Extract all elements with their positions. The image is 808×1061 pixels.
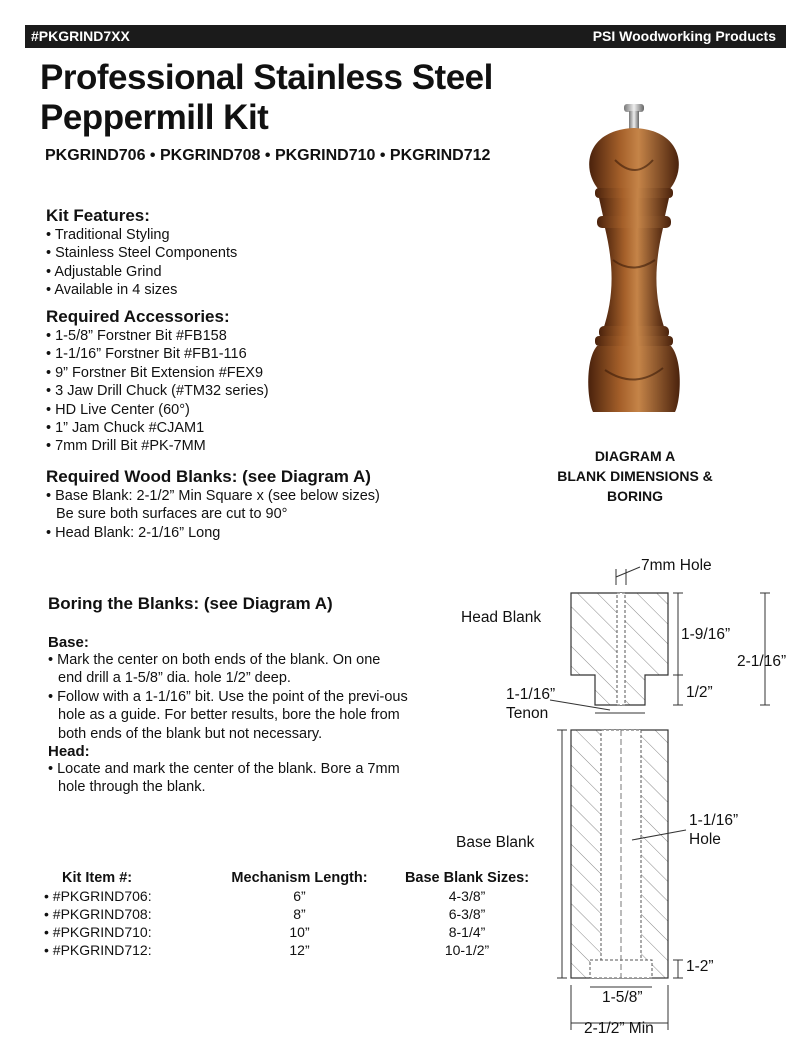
head-subheading: Head:	[48, 743, 90, 761]
features-heading: Kit Features:	[46, 206, 150, 225]
table-row: • #PKGRIND710: 10” 8-1/4”	[44, 924, 486, 940]
hole-label: Hole	[689, 831, 721, 848]
table-row: • #PKGRIND712: 12” 10-1/2”	[44, 942, 490, 958]
peppermill-image	[575, 100, 695, 418]
hole-dim-label: 1-1/16”	[689, 812, 739, 829]
blanks-heading: Required Wood Blanks: (see Diagram A)	[46, 467, 371, 486]
list-item: • Follow with a 1-1/16” bit. Use the point of the previ-ous hole as a guide. For better results, bore the hole from both ends of the blank but not necessary.	[58, 688, 408, 743]
list-item: • 1-1/16” Forstner Bit #FB1-116	[46, 345, 269, 363]
features-list	[46, 226, 237, 300]
list-item: • Adjustable Grind	[46, 263, 237, 281]
base-subheading: Base:	[48, 634, 89, 651]
col-header-blank: Base Blank Sizes:	[404, 870, 530, 886]
list-item: • Available in 4 sizes	[46, 281, 237, 299]
list-item: • 3 Jaw Drill Chuck (#TM32 series)	[46, 382, 269, 400]
list-item: • Stainless Steel Components	[46, 244, 237, 262]
tenon-label: Tenon	[506, 705, 549, 722]
dim-1-2b: 1-2”	[686, 958, 714, 975]
blanks-section	[46, 467, 380, 542]
list-item: • Mark the center on both ends of the blank. On one end drill a 1-5/8” dia. hole 1/2” deep.	[58, 651, 408, 688]
accessories-list	[46, 327, 269, 456]
accessories-section	[46, 307, 269, 456]
features-section	[46, 206, 237, 300]
accessories-heading: Required Accessories:	[46, 307, 230, 326]
dim-2-1-2-min: 2-1/2” Min	[584, 1020, 654, 1037]
diagram-a	[440, 555, 800, 1050]
tenon-dim-label: 1-1/16”	[506, 686, 556, 703]
base-blank-line: • Base Blank: 2-1/2” Min Square x (see below sizes)	[46, 488, 380, 504]
base-steps	[48, 651, 408, 743]
list-item: • 9” Forstner Bit Extension #FEX9	[46, 364, 269, 382]
base-blank-label: Base Blank	[456, 834, 535, 851]
list-item: • 7mm Drill Bit #PK-7MM	[46, 437, 269, 455]
page-title: Professional Stainless Steel Peppermill Kit	[40, 58, 493, 137]
base-blank-note: Be sure both surfaces are cut to 90°	[56, 506, 288, 523]
hole-7mm-label: 7mm Hole	[641, 557, 712, 574]
list-item: • 1-5/8” Forstner Bit #FB158	[46, 327, 269, 345]
table-row: • #PKGRIND706: 6” 4-3/8”	[44, 888, 486, 904]
col-header-mech: Mechanism Length:	[231, 870, 368, 886]
dim-1-5-8: 1-5/8”	[602, 989, 643, 1006]
brand-label: PSI Woodworking Products	[592, 28, 776, 44]
head-blank-label: Head Blank	[461, 609, 542, 626]
table-row: • #PKGRIND708: 8” 6-3/8”	[44, 906, 486, 922]
list-item: • 1” Jam Chuck #CJAM1	[46, 419, 269, 437]
dim-1-9-16: 1-9/16”	[681, 626, 731, 643]
diagram-caption: DIAGRAM A BLANK DIMENSIONS & BORING	[557, 448, 713, 504]
header-bar	[25, 25, 786, 48]
model-list: PKGRIND706 • PKGRIND708 • PKGRIND710 • PKGRIND712	[45, 147, 491, 164]
head-bore	[617, 593, 625, 705]
list-item: • Traditional Styling	[46, 226, 237, 244]
sku-label: #PKGRIND7XX	[31, 28, 130, 44]
table-header-row	[44, 869, 547, 887]
head-blank-line: • Head Blank: 2-1/16” Long	[46, 524, 221, 541]
list-item: • HD Live Center (60°)	[46, 401, 269, 419]
dim-1-2: 1/2”	[686, 684, 713, 701]
head-steps	[48, 760, 408, 797]
kit-table	[44, 869, 547, 959]
col-header-kit: Kit Item #:	[62, 870, 133, 886]
list-item: • Locate and mark the center of the blank. Bore a 7mm hole through the blank.	[58, 760, 408, 797]
boring-heading: Boring the Blanks: (see Diagram A)	[48, 594, 333, 613]
dim-2-1-16: 2-1/16”	[737, 653, 787, 670]
boring-section	[48, 594, 408, 797]
